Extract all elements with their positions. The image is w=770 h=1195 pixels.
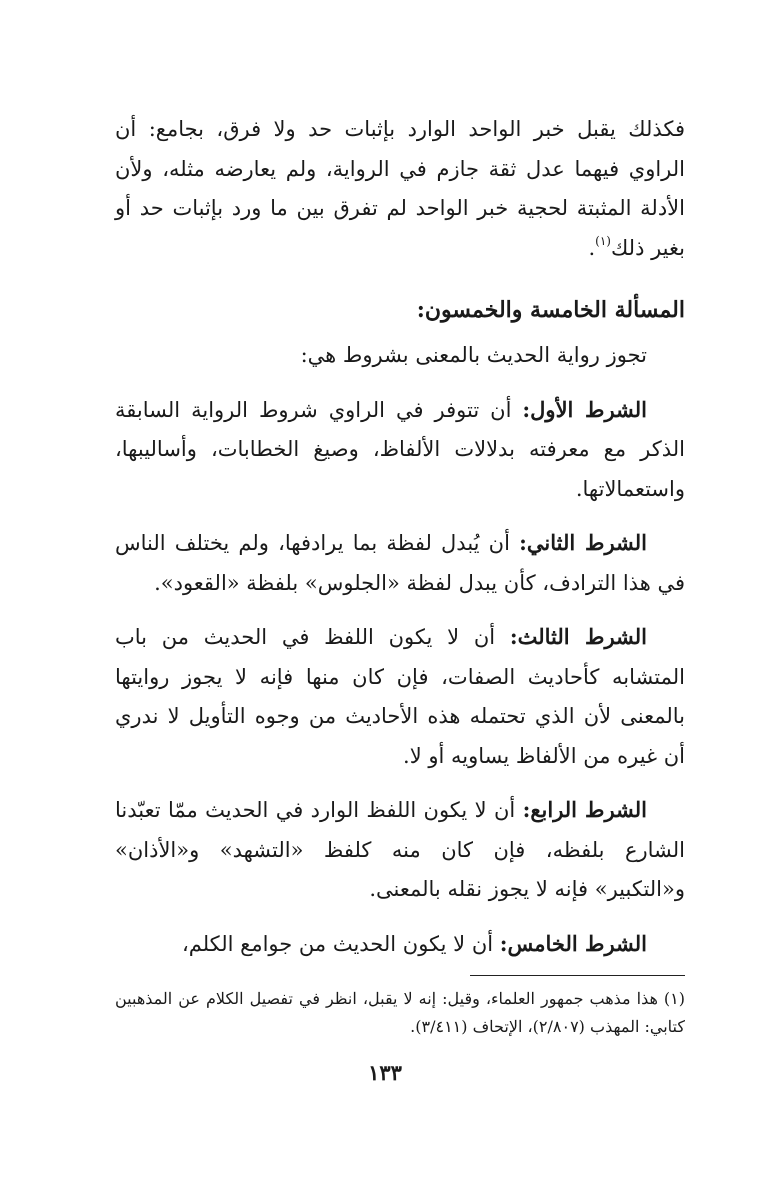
paragraph-intro xyxy=(115,110,685,268)
page-body xyxy=(115,110,685,964)
condition-2-text: أن يُبدل لفظة بما يرادفها، ولم يختلف الناس في هذا الترادف، كأن يبدل لفظة «الجلوس» بلفظة «القعود». xyxy=(115,531,685,595)
condition-5-text: أن لا يكون الحديث من جوامع الكلم، xyxy=(181,931,500,956)
condition-3 xyxy=(115,617,685,776)
footnote-divider xyxy=(470,975,685,976)
condition-3-text: أن لا يكون اللفظ في الحديث من باب المتشابه كأحاديث الصفات، فإن كان منها فإنه لا يجوز روايتها بالمعنى لأن الذي تحتمله هذه الأحاديث من وجوه التأويل لا ندري أن غيره من الألفاظ يساويه أو لا. xyxy=(115,625,685,768)
condition-1 xyxy=(115,390,685,510)
paragraph-intro-end: . xyxy=(588,235,596,260)
section-title: المسألة الخامسة والخمسون: xyxy=(416,297,685,323)
condition-5 xyxy=(115,924,685,965)
condition-3-label: الشرط الثالث: xyxy=(509,624,648,649)
footnote-ref: (١) xyxy=(595,233,611,248)
condition-4-text: أن لا يكون اللفظ الوارد في الحديث ممّا تعبّدنا الشارع بلفظه، فإن كان منه كلفظ «التشهد» و«الأذان» و«التكبير» فإنه لا يجوز نقله بالمعنى. xyxy=(115,798,685,901)
condition-5-label: الشرط الخامس: xyxy=(499,930,647,956)
condition-2 xyxy=(115,523,685,603)
page-number: ١٣٣ xyxy=(368,1060,402,1085)
footnote: (١) هذا مذهب جمهور العلماء، وقيل: إنه لا يقبل، انظر في تفصيل الكلام عن المذهبين كتابي: المهذب (٢/٨٠٧)، الإتحاف (٣/٤١١). xyxy=(115,989,685,1036)
paragraph-intro-text: فكذلك يقبل خبر الواحد الوارد بإثبات حد ولا فرق، بجامع: أن الراوي فيهما عدل ثقة جازم في الرواية، ولم يعارضه مثله، ولأن الأدلة المثبتة لحجية خبر الواحد لم تفرق بين ما ورد بإثبات حد أو بغير ذلك xyxy=(115,117,685,260)
condition-2-label: الشرط الثاني: xyxy=(519,530,648,555)
condition-4-label: الشرط الرابع: xyxy=(522,797,647,822)
condition-1-text: أن تتوفر في الراوي شروط الرواية السابقة الذكر مع معرفته بدلالات الألفاظ، وصيغ الخطابات، وأساليبها، واستعمالاتها. xyxy=(115,397,685,501)
condition-1-label: الشرط الأول: xyxy=(522,396,647,422)
conditions-intro: تجوز رواية الحديث بالمعنى بشروط هي: xyxy=(300,343,647,367)
condition-4 xyxy=(115,790,685,910)
